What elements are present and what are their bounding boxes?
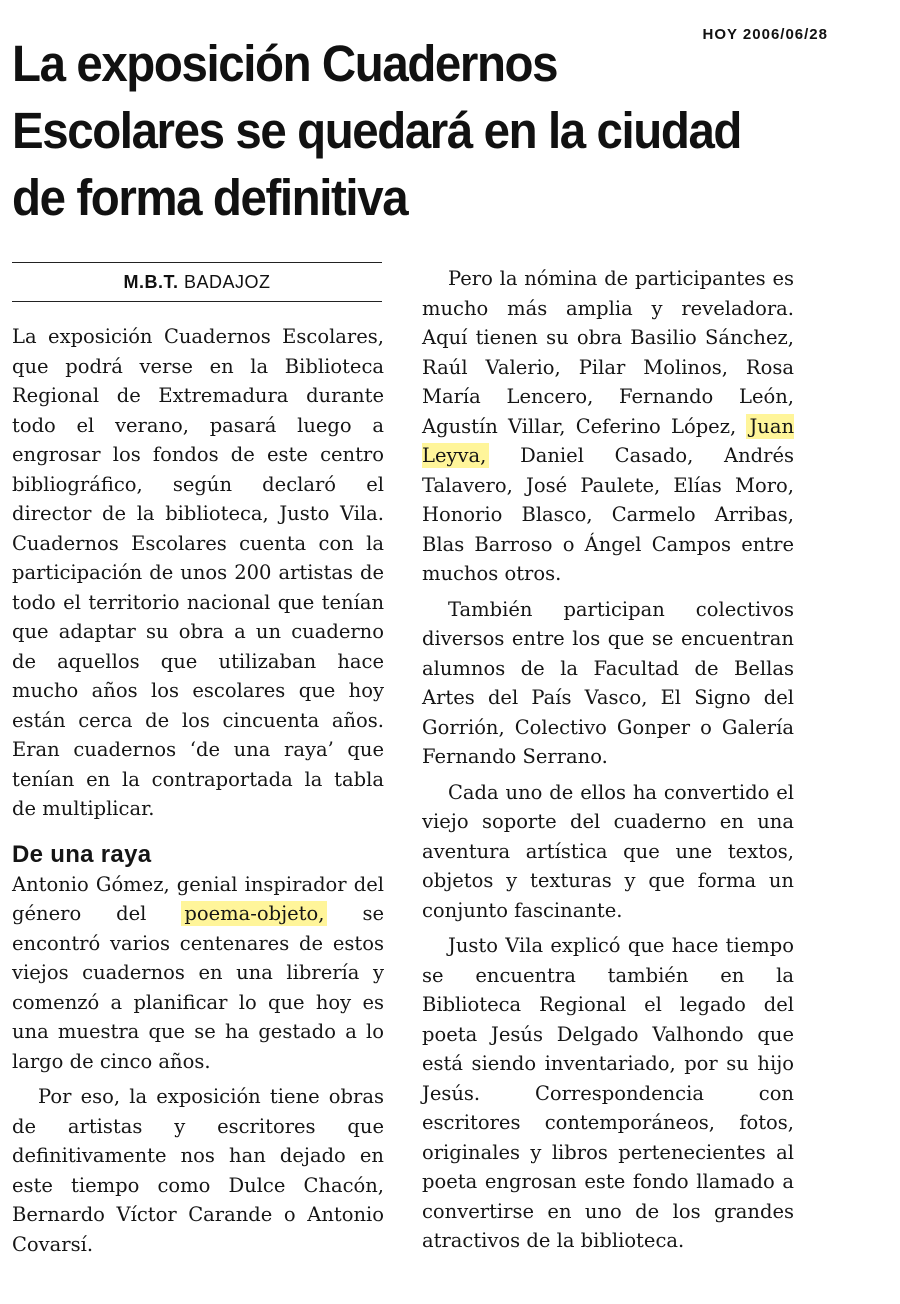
paragraph-collectives: También participan colectivos diversos entre los que se encuentran alumnos de la Facultad de Bellas Artes del País Vasco, El Signo del Gorrión, Colectivo Gonper o Galería Fernando Serrano. [422,597,794,768]
paragraph-text-before: Pero la nómina de participantes es mucho más amplia y reveladora. Aquí tienen su obra Basilio Sánchez, Raúl Valerio, Pilar Molinos, Rosa María Lencero, Fernando León, Agustín Villar, Ceferino López, [422,267,794,438]
paragraph-text-after: Daniel Casado, Andrés Talavero, José Paulete, Elías Moro, Honorio Blasco, Carmelo Arribas, Blas Barroso o Ángel Campos entre muchos otros. [422,444,794,585]
byline-author: M.B.T. [123,272,179,292]
byline [12,262,382,302]
newspaper-source-date: HOY 2006/06/28 [702,26,828,43]
right-column [422,264,794,1256]
left-column [12,322,384,1259]
byline-location: BADAJOZ [184,272,271,292]
paragraph-artists-deceased: Por eso, la exposición tiene obras de artistas y escritores que definitivamente nos han dejado en este tiempo como Dulce Chacón, Bernardo Víctor Carande o Antonio Covarsí. [12,1085,384,1256]
article-headline: La exposición Cuadernos Escolares se quedará en la ciudad de forma definitiva [12,35,742,226]
subheading: De una raya [12,840,152,868]
highlighted-term: poema-objeto, [181,901,327,926]
paragraph-participants [422,264,794,589]
paragraph-artistic-adventure: Cada uno de ellos ha convertido el viejo soporte del cuaderno en una aventura artística que une textos, objetos y texturas y que forma un conjunto fascinante. [422,780,794,922]
paragraph-text-after: se encontró varios centenares de estos viejos cuadernos en una librería y comenzó a planificar lo que hoy es una muestra que se ha gestado a lo largo de cinco años. [12,902,384,1073]
paragraph-text-before: Antonio Gómez, genial inspirador del género del [12,872,384,925]
paragraph-legacy: Justo Vila explicó que hace tiempo se encuentra también en la Biblioteca Regional el legado del poeta Jesús Delgado Valhondo que está siendo inventariado, por su hijo Jesús. Correspondencia con escritores contemporáneos, fotos, originales y libros pertenecientes al poeta engrosan este fondo llamado a convertirse en uno de los grandes atractivos de la biblioteca. [422,934,794,1252]
paragraph-intro: La exposición Cuadernos Escolares, que podrá verse en la Biblioteca Regional de Extremadura durante todo el verano, pasará luego a engrosar los fondos de este centro bibliográfico, según declaró el director de la biblioteca, Justo Vila. Cuadernos Escolares cuenta con la participación de unos 200 artistas de todo el territorio nacional que tenían que adaptar su obra a un cuaderno de aquellos que utilizaban hace mucho años los escolares que hoy están cerca de los cincuenta años. Eran cuadernos ‘de una raya’ que tenían en la contraportada la tabla de multiplicar. [12,325,384,820]
paragraph-antonio-gomez [12,870,384,1077]
highlighted-name: Juan Leyva, [422,414,794,467]
